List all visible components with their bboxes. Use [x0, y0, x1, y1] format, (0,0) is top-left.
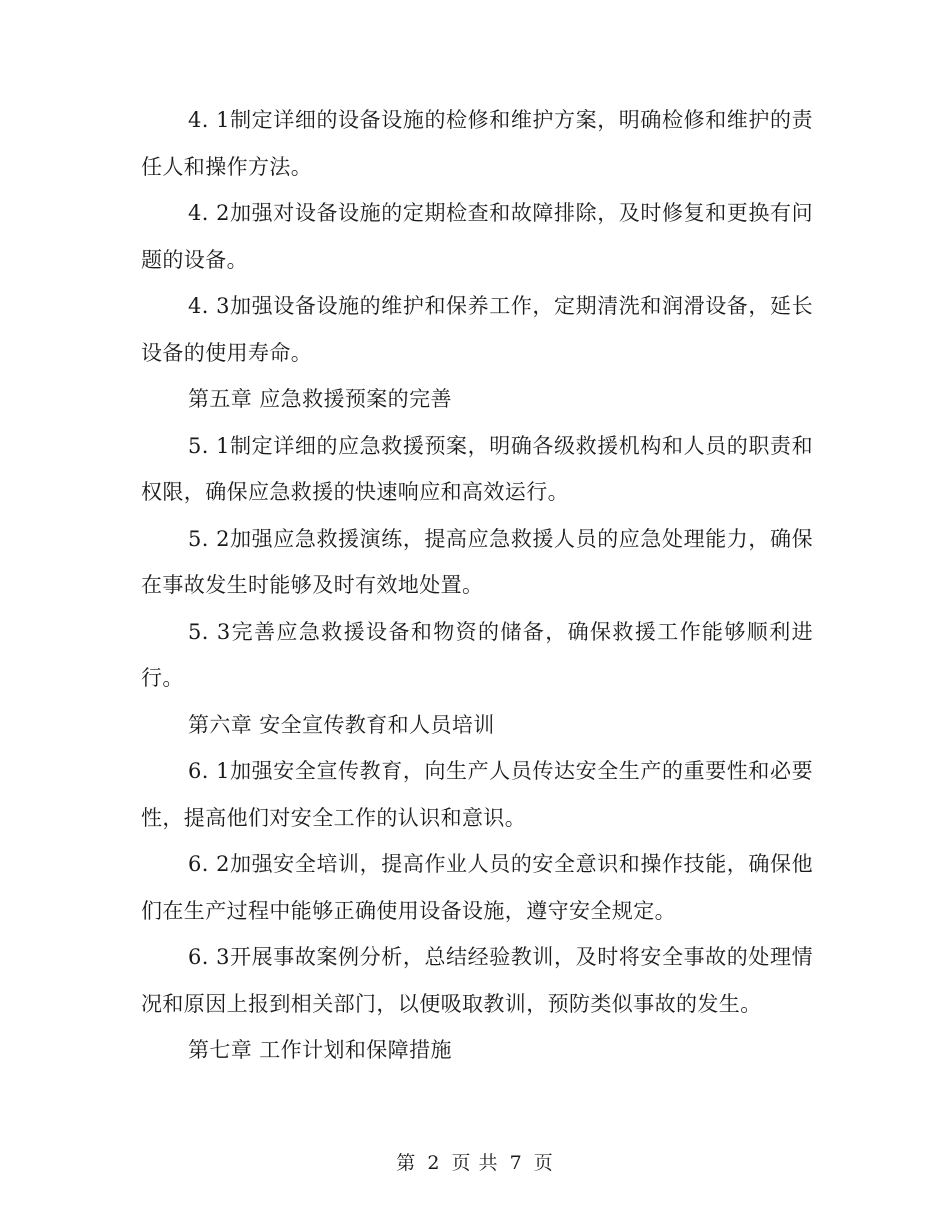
footer-mid: 页 共: [451, 1152, 499, 1174]
chapter-6-heading: 第六章 安全宣传教育和人员培训: [188, 712, 495, 737]
paragraph-4-2: 4. 2加强对设备设施的定期检查和故障排除，及时修复和更换有问题的设备。: [141, 201, 813, 272]
paragraph-6-2: 6. 2加强安全培训，提高作业人员的安全意识和操作技能，确保他们在生产过程中能够正确使用设备设施，遵守安全规定。: [141, 852, 813, 923]
chapter-7-heading: 第七章 工作计划和保障措施: [188, 1038, 452, 1062]
paragraph-6-3: 6. 3开展事故案例分析，总结经验教训，及时将安全事故的处理情况和原因上报到相关部门，以便吸取教训，预防类似事故的发生。: [141, 945, 813, 1016]
chapter-5-heading: 第五章 应急救援预案的完善: [188, 387, 452, 411]
paragraph-5-3: 5. 3完善应急救援设备和物资的储备，确保救援工作能够顺利进行。: [141, 619, 813, 690]
footer-total-pages: 7: [509, 1152, 523, 1174]
paragraph-5-2: 5. 2加强应急救援演练，提高应急救援人员的应急处理能力，确保在事故发生时能够及时有效地处置。: [141, 526, 813, 597]
footer-suffix: 页: [533, 1152, 554, 1174]
document-body: [141, 97, 813, 1074]
paragraph-4-3: 4. 3加强设备设施的维护和保养工作，定期清洗和润滑设备，延长设备的使用寿命。: [141, 294, 813, 365]
footer-page-number: 2: [427, 1152, 441, 1174]
paragraph-5-1: 5. 1制定详细的应急救援预案，明确各级救援机构和人员的职责和权限，确保应急救援的快速响应和高效运行。: [141, 433, 813, 504]
footer-prefix: 第: [396, 1152, 417, 1174]
page-footer: [0, 1148, 950, 1175]
paragraph-4-1: 4. 1制定详细的设备设施的检修和维护方案，明确检修和维护的责任人和操作方法。: [141, 108, 813, 179]
paragraph-6-1: 6. 1加强安全宣传教育，向生产人员传达安全生产的重要性和必要性，提高他们对安全工作的认识和意识。: [141, 759, 813, 830]
